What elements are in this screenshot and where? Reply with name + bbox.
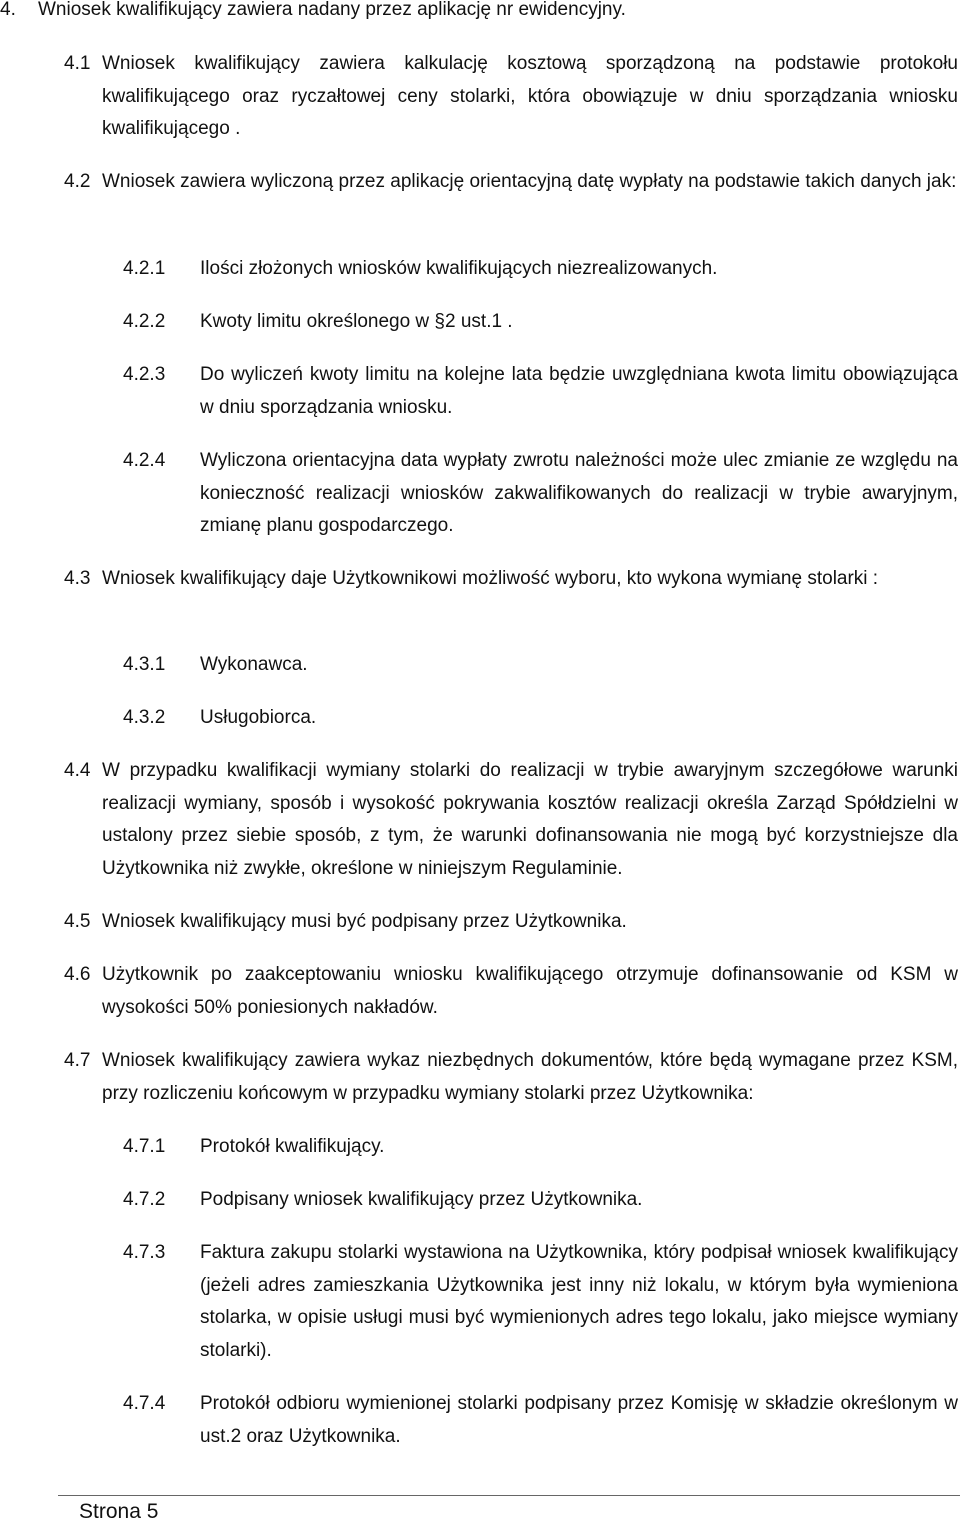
paragraph-text: Usługobiorca. — [200, 707, 317, 728]
paragraph-text: Protokół odbioru wymienionej stolarki podpisany przez Komisję w składzie określonym w ust.2 oraz Użytkownika. — [200, 1393, 958, 1447]
paragraph-4-3-1 — [123, 649, 958, 682]
paragraph-4-5 — [64, 906, 958, 939]
paragraph-4-2 — [64, 166, 958, 199]
paragraph-4 — [0, 0, 958, 27]
paragraph-number: 4.5 — [64, 911, 91, 932]
paragraph-number: 4.3.2 — [123, 707, 166, 728]
paragraph-4-2-2 — [123, 306, 958, 339]
paragraph-4-2-3 — [123, 359, 958, 424]
paragraph-text: Użytkownik po zaakceptowaniu wniosku kwalifikującego otrzymuje dofinansowanie od KSM w wysokości 50% poniesionych nakładów. — [102, 964, 958, 1018]
paragraph-4-7-4 — [123, 1388, 958, 1453]
paragraph-text: Do wyliczeń kwoty limitu na kolejne lata będzie uwzględniana kwota limitu obowiązująca w dniu sporządzania wniosku. — [200, 364, 958, 418]
paragraph-number: 4.3.1 — [123, 654, 166, 675]
paragraph-text: Wniosek kwalifikujący daje Użytkownikowi możliwość wyboru, kto wykona wymianę stolarki : — [102, 568, 879, 589]
paragraph-number: 4.7.3 — [123, 1242, 166, 1263]
paragraph-number: 4.7.2 — [123, 1189, 166, 1210]
paragraph-4-7-1 — [123, 1131, 958, 1164]
paragraph-text: Wniosek zawiera wyliczoną przez aplikację orientacyjną datę wypłaty na podstawie takich danych jak: — [102, 171, 957, 192]
paragraph-4-7-2 — [123, 1184, 958, 1217]
paragraph-4-4 — [64, 755, 958, 885]
paragraph-number: 4.2.2 — [123, 311, 166, 332]
paragraph-number: 4.2.1 — [123, 258, 166, 279]
paragraph-number: 4.2.4 — [123, 450, 166, 471]
paragraph-text: Wniosek kwalifikujący zawiera wykaz niezbędnych dokumentów, które będą wymagane przez KSM, przy rozliczeniu końcowym w przypadku wymiany stolarki przez Użytkownika: — [102, 1050, 958, 1104]
paragraph-4-7 — [64, 1045, 958, 1110]
paragraph-number: 4.3 — [64, 568, 91, 589]
footer-divider — [58, 1495, 960, 1496]
paragraph-number: 4.2.3 — [123, 364, 166, 385]
paragraph-4-3 — [64, 563, 958, 596]
paragraph-number: 4.7.4 — [123, 1393, 166, 1414]
paragraph-4-2-4 — [123, 445, 958, 543]
paragraph-text: Faktura zakupu stolarki wystawiona na Użytkownika, który podpisał wniosek kwalifikujący (jeżeli adres zamieszkania Użytkownika jest inny niż lokalu, w którym była wymieniona stolarka, w opisie usługi musi być wymienionych adres tego lokalu, jako miejsce wymiany stolarki). — [200, 1242, 958, 1361]
paragraph-number: 4.1 — [64, 53, 91, 74]
paragraph-text: Kwoty limitu określonego w §2 ust.1 . — [200, 311, 513, 332]
paragraph-number: 4.6 — [64, 964, 91, 985]
paragraph-text: Podpisany wniosek kwalifikujący przez Użytkownika. — [200, 1189, 643, 1210]
paragraph-number: 4. — [0, 0, 16, 20]
paragraph-4-1 — [64, 48, 958, 146]
paragraph-number: 4.4 — [64, 760, 91, 781]
paragraph-number: 4.2 — [64, 171, 91, 192]
paragraph-text: Wniosek kwalifikujący zawiera nadany przez aplikację nr ewidencyjny. — [38, 0, 626, 20]
paragraph-text: Protokół kwalifikujący. — [200, 1136, 385, 1157]
paragraph-text: Wniosek kwalifikujący zawiera kalkulację kosztową sporządzoną na podstawie protokołu kwalifikującego oraz ryczałtowej ceny stolarki, która obowiązuje w dniu sporządzania wniosku kwalifikującego . — [102, 53, 958, 139]
paragraph-text: Wyliczona orientacyjna data wypłaty zwrotu należności może ulec zmianie ze względu na konieczność realizacji wniosków zakwalifikowanych do realizacji w trybie awaryjnym, zmianę planu gospodarczego. — [200, 450, 958, 536]
paragraph-number: 4.7.1 — [123, 1136, 166, 1157]
paragraph-text: Wniosek kwalifikujący musi być podpisany przez Użytkownika. — [102, 911, 627, 932]
paragraph-text: Wykonawca. — [200, 654, 308, 675]
paragraph-4-3-2 — [123, 702, 958, 735]
paragraph-4-6 — [64, 959, 958, 1024]
paragraph-number: 4.7 — [64, 1050, 91, 1071]
paragraph-text: W przypadku kwalifikacji wymiany stolarki do realizacji w trybie awaryjnym szczegółowe warunki realizacji wymiany, sposób i wysokość pokrywania kosztów realizacji określa Zarząd Spółdzielni w ustalony przez siebie sposób, z tym, że warunki dofinansowania nie mogą być korzystniejsze dla Użytkownika niż zwykłe, określone w niniejszym Regulaminie. — [102, 760, 958, 879]
page-number: Strona 5 — [79, 1500, 159, 1523]
paragraph-4-7-3 — [123, 1237, 958, 1367]
paragraph-text: Ilości złożonych wniosków kwalifikujących niezrealizowanych. — [200, 258, 718, 279]
paragraph-4-2-1 — [123, 253, 958, 286]
